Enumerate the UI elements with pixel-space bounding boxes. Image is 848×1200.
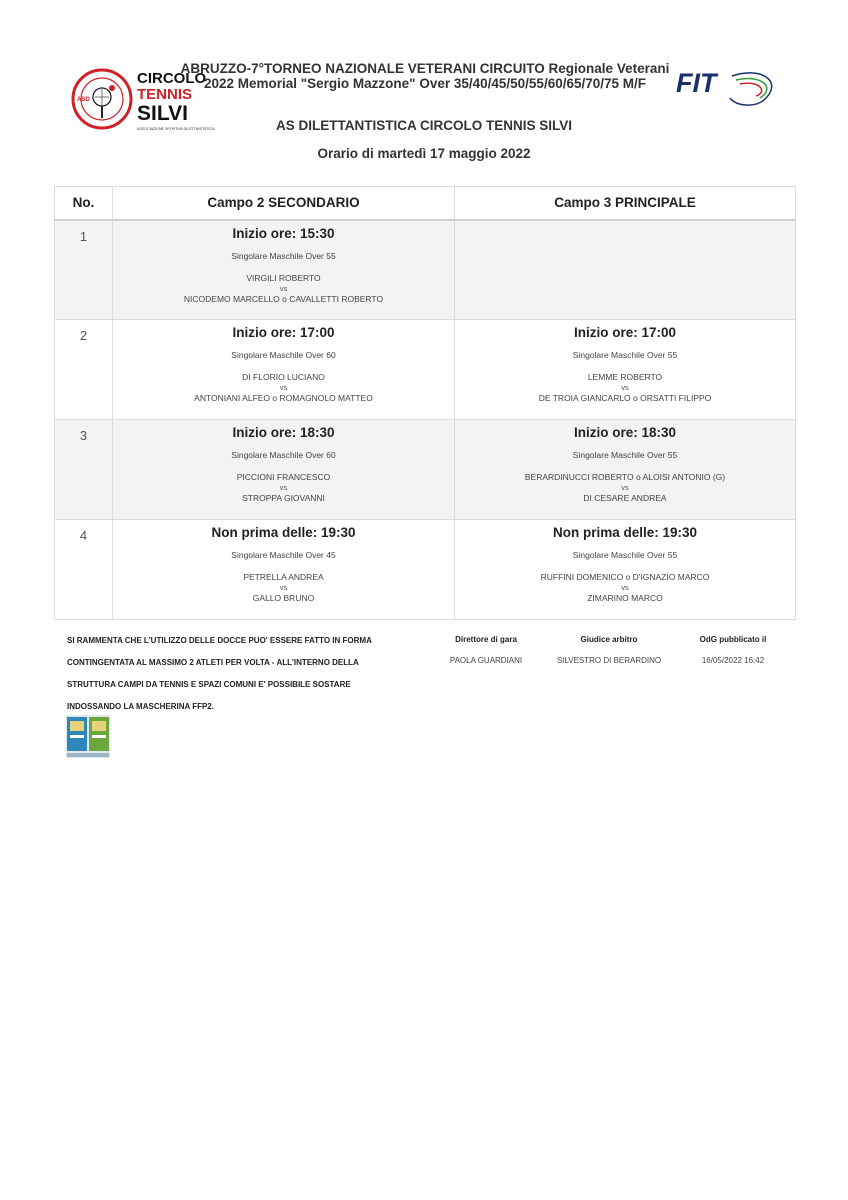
player-one: BERARDINUCCI ROBERTO o ALOISI ANTONIO (G) — [524, 472, 726, 482]
row-number: 3 — [55, 420, 113, 520]
versus-label: vs — [621, 383, 629, 392]
match-time: Inizio ore: 15:30 — [232, 225, 335, 241]
match-cell — [113, 220, 455, 320]
director-label: Direttore di gara — [455, 635, 517, 644]
svg-text:CIRCOLO: CIRCOLO — [137, 70, 207, 87]
player-one: LEMME ROBERTO — [587, 372, 663, 382]
player-two: NICODEMO MARCELLO o CAVALLETTI ROBERTO — [183, 293, 384, 304]
player-one: VIRGILI ROBERTO — [246, 272, 321, 283]
svg-text:ASSOCIAZIONE SPORTIVA DILETTAN: ASSOCIAZIONE SPORTIVA DILETTANTISTICA — [137, 127, 215, 131]
match-category: Singolare Maschile Over 60 — [231, 450, 336, 460]
player-one: PICCIONI FRANCESCO — [236, 472, 331, 482]
match-time: Non prima delle: 19:30 — [552, 525, 698, 540]
tournament-title: ABRUZZO-7°TORNEO NAZIONALE VETERANI CIRCUITO Regionale Veterani 2022 Memorial "Sergio Mazzone" Over 35/40/45/50/55/60/65/70/75 M/F — [180, 61, 670, 91]
player-two: DI CESARE ANDREA — [583, 493, 667, 503]
table-row — [55, 220, 796, 320]
match-time: Inizio ore: 17:00 — [573, 325, 677, 340]
player-two: STROPPA GIOVANNI — [242, 493, 325, 503]
notice-line: INDOSSANDO LA MASCHERINA FFP2. — [67, 702, 214, 711]
player-one: PETRELLA ANDREA — [243, 572, 324, 582]
versus-label: vs — [279, 283, 288, 293]
organizer-name: AS DILETTANTISTICA CIRCOLO TENNIS SILVI — [276, 118, 572, 133]
match-cell — [455, 420, 796, 520]
fit-logo — [674, 66, 784, 110]
table-row — [55, 420, 796, 520]
match-cell — [455, 520, 796, 620]
published-label: OdG pubblicato il — [699, 635, 767, 644]
row-number: 1 — [55, 220, 113, 320]
match-cell-empty — [455, 220, 796, 320]
shower-mask-notice — [67, 630, 407, 718]
match-cell — [455, 320, 796, 420]
player-two: ZIMARINO MARCO — [587, 593, 663, 603]
column-header-number: No. — [55, 187, 113, 220]
table-row — [55, 520, 796, 620]
director-name: PAOLA GUARDIANI — [449, 656, 523, 665]
svg-text:SILVI: SILVI — [137, 102, 188, 125]
player-one: DI FLORIO LUCIANO — [242, 372, 325, 382]
match-category: Singolare Maschile Over 60 — [231, 350, 336, 360]
svg-text:ASD: ASD — [77, 97, 90, 103]
column-header-court2: Campo 2 SECONDARIO — [113, 187, 455, 220]
match-category: Singolare Maschile Over 55 — [572, 450, 678, 460]
schedule-date: Orario di martedì 17 maggio 2022 — [317, 146, 531, 161]
row-number: 2 — [55, 320, 113, 420]
match-category: Singolare Maschile Over 55 — [231, 250, 336, 261]
svg-text:FIT: FIT — [676, 68, 717, 98]
match-time: Non prima delle: 19:30 — [211, 525, 356, 540]
published-date: 16/05/2022 16:42 — [701, 656, 765, 665]
notice-line: STRUTTURA CAMPI DA TENNIS E SPAZI COMUNI E' POSSIBILE SOSTARE — [67, 680, 351, 689]
versus-label: vs — [279, 483, 288, 492]
match-time: Inizio ore: 18:30 — [232, 425, 335, 440]
referee-block — [545, 635, 673, 665]
director-block — [436, 635, 536, 665]
match-cell — [113, 420, 455, 520]
player-two: DE TROIA GIANCARLO o ORSATTI FILIPPO — [538, 393, 712, 403]
versus-label: vs — [279, 583, 288, 592]
match-cell — [113, 320, 455, 420]
referee-label: Giudice arbitro — [580, 635, 638, 644]
row-number: 4 — [55, 520, 113, 620]
sponsor-thumbnail — [66, 715, 110, 758]
column-header-court3: Campo 3 PRINCIPALE — [455, 187, 796, 220]
match-category: Singolare Maschile Over 45 — [231, 550, 336, 560]
player-two: GALLO BRUNO — [252, 593, 315, 603]
player-two: ANTONIANI ALFEO o ROMAGNOLO MATTEO — [194, 393, 373, 403]
match-category: Singolare Maschile Over 55 — [572, 550, 678, 560]
match-time: Inizio ore: 18:30 — [573, 425, 677, 440]
match-time: Inizio ore: 17:00 — [232, 325, 335, 340]
referee-name: SILVESTRO DI BERARDINO — [556, 656, 662, 665]
match-category: Singolare Maschile Over 55 — [572, 350, 678, 360]
versus-label: vs — [621, 483, 629, 492]
table-header-row — [55, 187, 796, 220]
svg-text:TENNIS: TENNIS — [137, 86, 193, 103]
match-cell — [113, 520, 455, 620]
table-row — [55, 320, 796, 420]
notice-line: CONTINGENTATA AL MASSIMO 2 ATLETI PER VOLTA - ALL'INTERNO DELLA — [67, 658, 359, 667]
versus-label: vs — [621, 583, 629, 592]
notice-line: SI RAMMENTA CHE L'UTILIZZO DELLE DOCCE PUO' ESSERE FATTO IN FORMA — [67, 636, 372, 645]
published-block — [685, 635, 781, 665]
versus-label: vs — [279, 383, 288, 392]
schedule-table — [54, 186, 796, 620]
player-one: RUFFINI DOMENICO o D'IGNAZIO MARCO — [540, 572, 710, 582]
